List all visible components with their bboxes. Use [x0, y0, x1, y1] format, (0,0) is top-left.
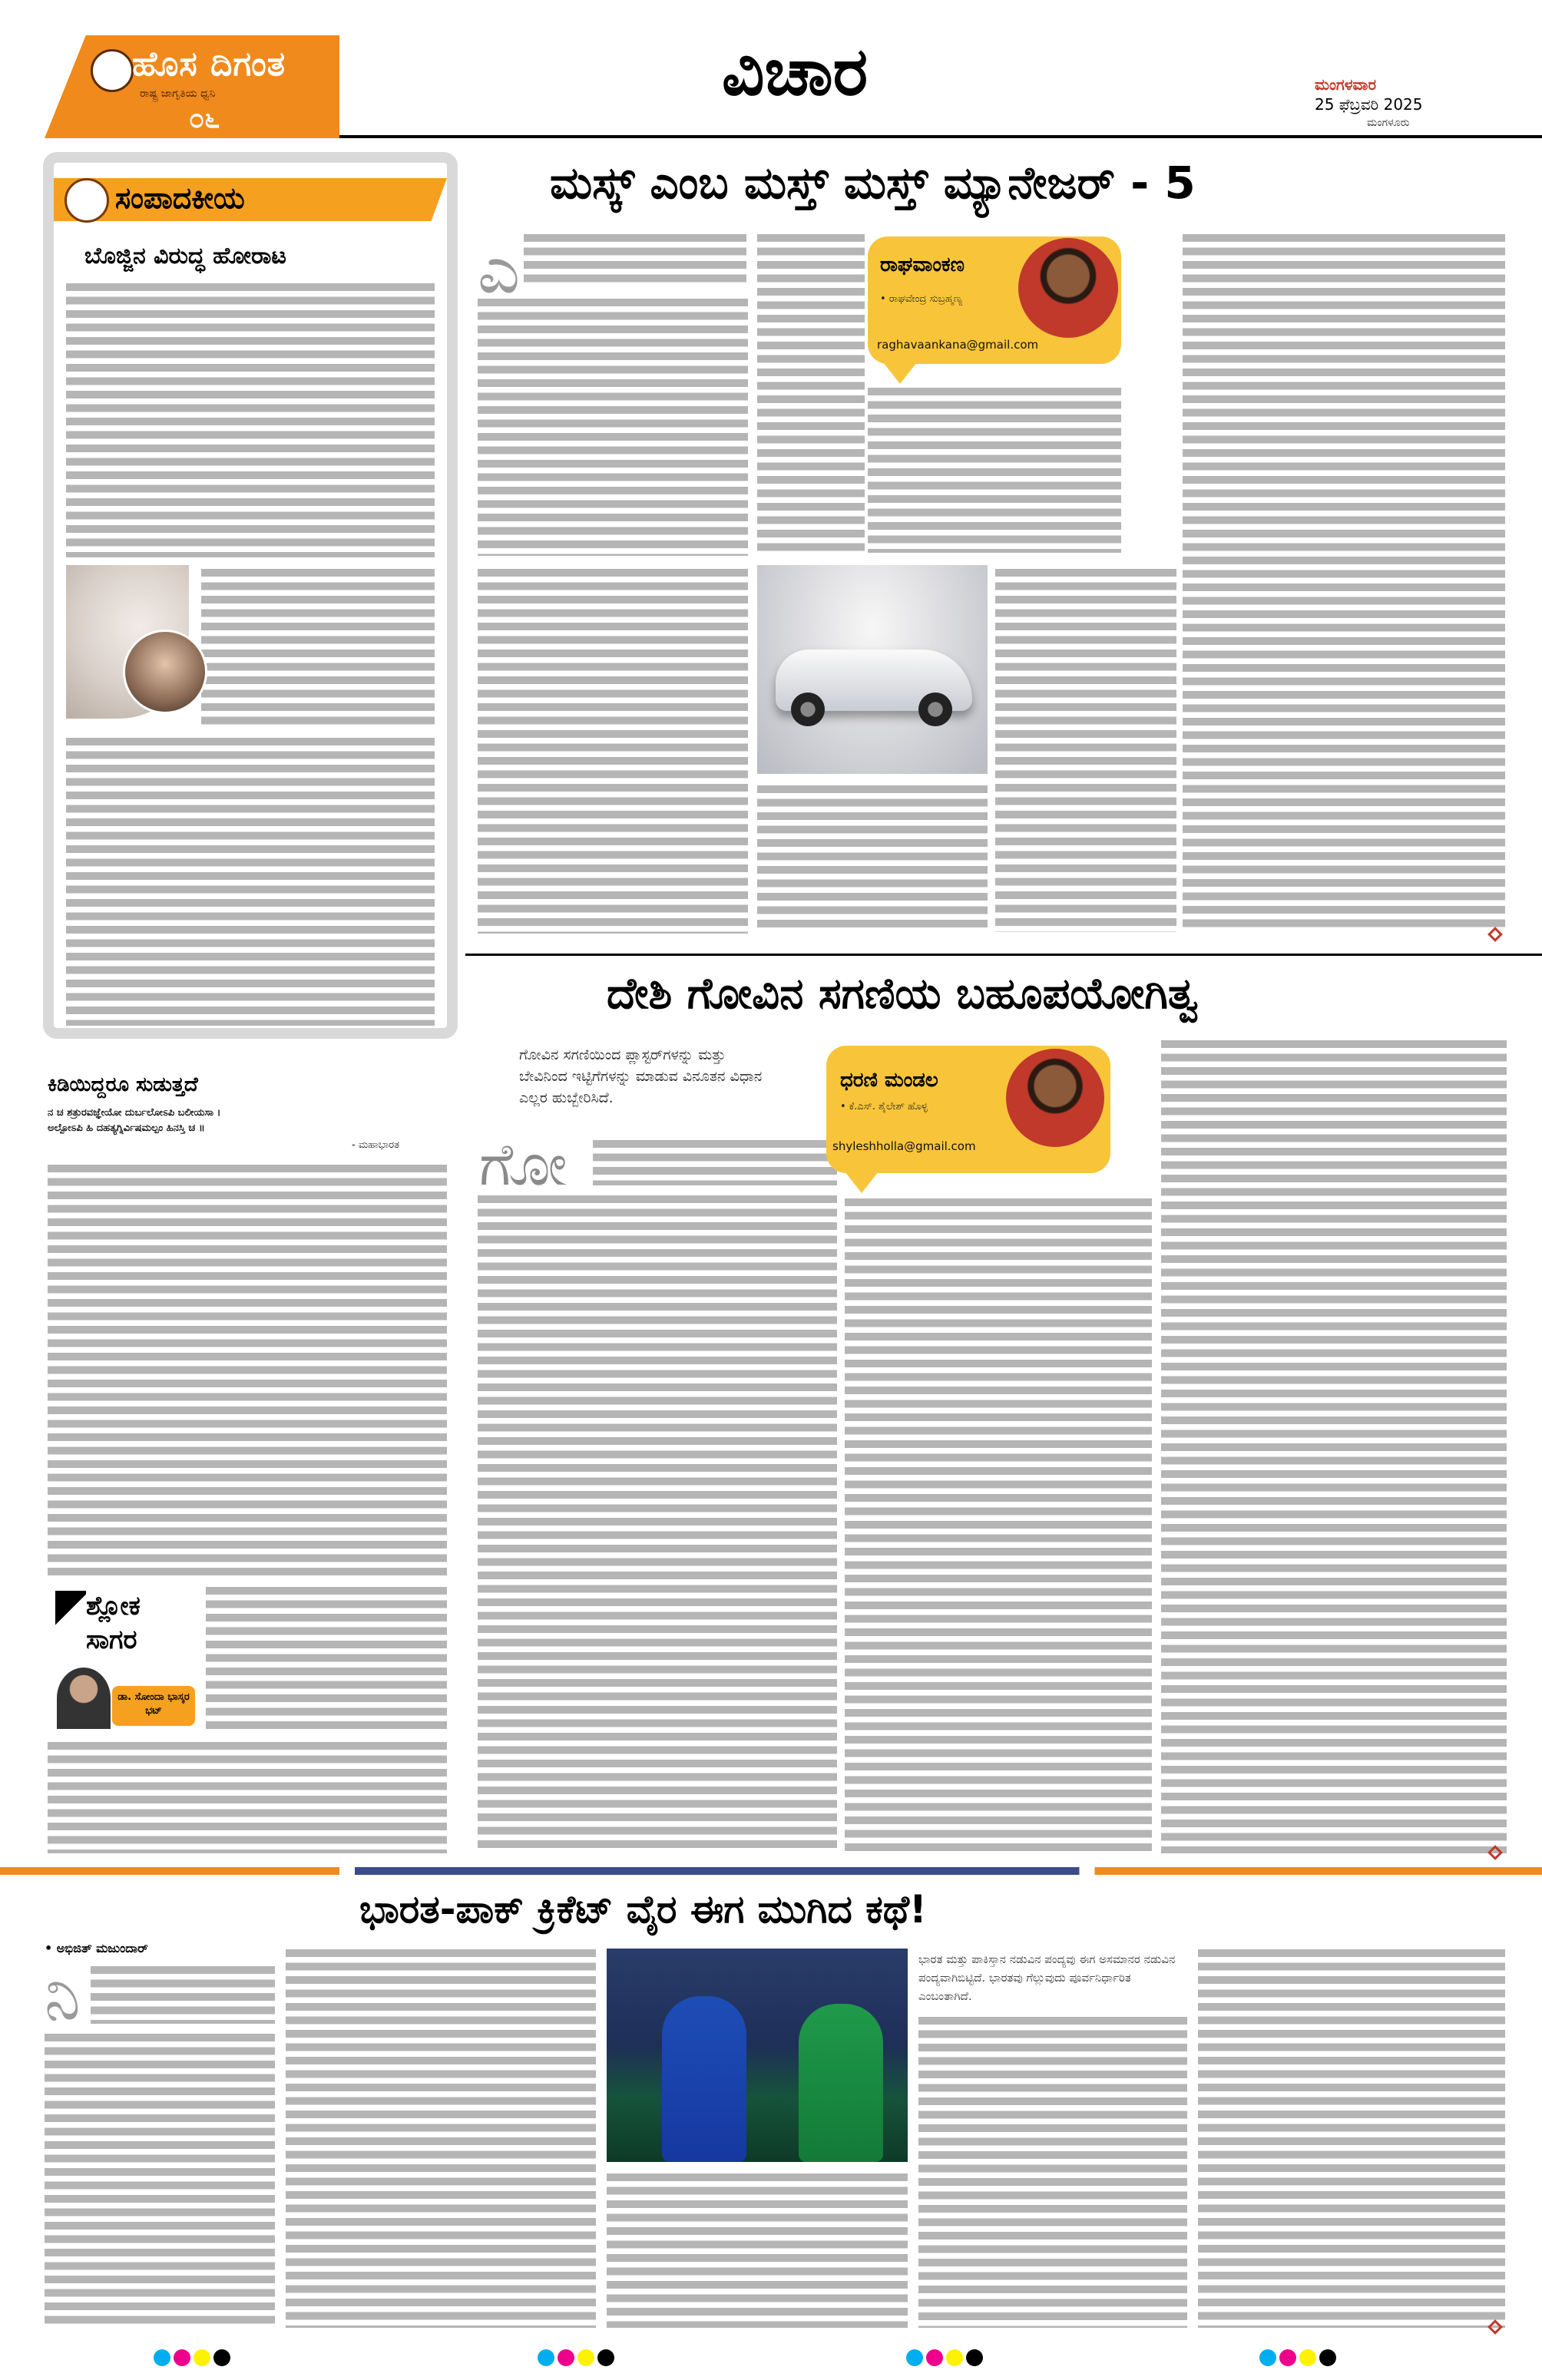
article3-body-col1 — [45, 2030, 275, 2328]
editorial-body-text — [66, 279, 435, 557]
article1-body-col2c — [868, 384, 1121, 553]
editorial-emblem-icon — [65, 178, 109, 223]
pakistan-player-figure — [799, 2004, 883, 2162]
page-number: ೦೬ — [189, 103, 220, 134]
article1-body-col4 — [1183, 230, 1505, 931]
article3-body-col4 — [918, 2013, 1187, 2328]
masthead — [0, 0, 1542, 137]
article1-body-col2b — [757, 782, 988, 932]
article1-headline[interactable]: ಮಸ್ಕ್ ಎಂಬ ಮಸ್ತ್ ಮಸ್ತ್ ಮ್ಯಾನೇಜರ್ - 5 — [550, 157, 1196, 209]
india-player-figure — [662, 1996, 746, 2162]
article1-author: • ರಾಘವೇಂದ್ರ ಸುಬ್ರಹ್ಮಣ್ಯ — [880, 293, 962, 305]
sloka-sagara-title — [86, 1589, 141, 1657]
masthead-rule — [339, 135, 1542, 138]
article3-headline[interactable]: ಭಾರತ-ಪಾಕ್ ಕ್ರಿಕೆಟ್ ವೈರ ಈಗ ಮುಗಿದ ಕಥೆ! — [359, 1887, 927, 1932]
article1-author-photo — [1018, 238, 1118, 338]
section-divider — [465, 954, 1542, 956]
edition-city: ಮಂಗಳೂರು — [1367, 117, 1410, 129]
article2-body-col3 — [1161, 1036, 1507, 1853]
print-registration-marks — [1259, 2349, 1339, 2369]
verse-line: ನ ಚ ಶತ್ರುರವಜ್ಞೇಯೋ ದುರ್ಬಲೋಽಪಿ ಬಲೀಯಸಾ । — [48, 1107, 221, 1119]
verse-line: ಅಲ್ಪೋಽಪಿ ಹಿ ದಹತ್ಯಗ್ನಿರ್ವಿಷಮಲ್ಪಂ ಹಿನಸ್ತಿ ಚ ॥ — [48, 1122, 205, 1134]
sloka-title-line: ಶ್ಲೋಕ — [86, 1591, 141, 1621]
article1-column-name: ರಾಘವಾಂಕಣ — [880, 253, 965, 276]
article2-author: • ಕೆ.ಎಸ್. ಶೈಲೇಶ್ ಹೊಳ್ಳ — [840, 1101, 928, 1112]
article2-email[interactable]: shyleshholla@gmail.com — [832, 1139, 976, 1153]
car-wheel-icon — [791, 693, 825, 726]
article2-body-col2 — [845, 1195, 1152, 1853]
paper-name[interactable]: ಹೊಸ ದಿಗಂತ — [132, 45, 286, 84]
author-bubble-tail — [883, 362, 917, 384]
section-title: ವಿಚಾರ — [722, 34, 869, 111]
editorial-inset-photo — [123, 630, 207, 714]
article2-dropcap: ಗೋ — [479, 1130, 567, 1198]
left-article-body — [48, 1738, 447, 1853]
article3-body-col3 — [607, 2170, 908, 2328]
article3-body-col1 — [91, 1962, 275, 2024]
left-article-body — [206, 1583, 447, 1734]
color-band-divider — [0, 1867, 1542, 1875]
article2-body-col1 — [593, 1136, 837, 1185]
car-wheel-icon — [918, 693, 952, 726]
article3-body-col2 — [286, 1945, 596, 2328]
article3-pullquote: ಭಾರತ ಮತ್ತು ಪಾಕಿಸ್ತಾನ ನಡುವಿನ ಪಂದ್ಯವು ಈಗ ಅಸಮಾನರ ನಡುವಿನ ಪಂದ್ಯವಾಗಿಬಿಟ್ಟಿದೆ. ಭಾರತವು ಗೆಲ್ಲುವುದು ಪೂರ್ವನಿರ್ಧಾರಿತ ಎಂಬಂತಾಗಿದೆ. — [918, 1952, 1176, 2003]
editorial-headline[interactable]: ಬೊಜ್ಜಿನ ವಿರುದ್ಧ ಹೋರಾಟ — [84, 243, 286, 269]
article2-pullquote: ಗೋವಿನ ಸಗಣಿಯಿಂದ ಪ್ಲಾಸ್ಟರ್‌ಗಳನ್ನು ಮತ್ತು ಬೇವಿನಿಂದ ಇಟ್ಟಿಗೆಗಳನ್ನು ಮಾಡುವ ವಿನೂತನ ವಿಧಾನ ಎಲ್ಲರ ಹುಬ್ಬೇರಿಸಿದೆ. — [519, 1046, 763, 1106]
issue-date: 25 ಫೆಬ್ರವರಿ 2025 — [1315, 95, 1423, 114]
article1-body-col1 — [524, 230, 746, 284]
verse-source: - ಮಹಾಭಾರತ — [352, 1139, 400, 1151]
editorial-label-bar — [54, 178, 447, 221]
sanskrit-verse — [48, 1106, 447, 1136]
sagara-title-line: ಸಾಗರ — [86, 1625, 137, 1655]
article1-body-col3 — [995, 565, 1176, 932]
article2-column-name: ಧರಣಿ ಮಂಡಲ — [840, 1069, 938, 1092]
columnist-photo — [57, 1668, 111, 1729]
left-article-headline[interactable]: ಕಿಡಿಯಿದ್ದರೂ ಸುಡುತ್ತದೆ — [48, 1073, 198, 1096]
article2-headline[interactable]: ದೇಶಿ ಗೋವಿನ ಸಗಣಿಯ ಬಹೂಪಯೋಗಿತ್ವ — [607, 969, 1199, 1019]
author-bubble-tail — [845, 1172, 879, 1193]
print-registration-marks — [154, 2349, 233, 2369]
article1-email[interactable]: raghavaankana@gmail.com — [877, 338, 1039, 352]
left-article-body — [48, 1161, 447, 1575]
print-registration-marks — [906, 2349, 986, 2369]
article2-author-photo — [1006, 1049, 1104, 1147]
article3-body-col5 — [1198, 1945, 1505, 2328]
editorial-body-text — [66, 734, 435, 1026]
article2-body-col1 — [478, 1192, 837, 1853]
editorial-label: ಸಂಪಾದಕೀಯ — [115, 181, 245, 215]
article1-body-col1b — [478, 565, 748, 934]
paper-tagline: ರಾಷ್ಟ್ರ ಜಾಗೃತಿಯ ಧ್ವನಿ — [140, 88, 216, 100]
article1-dropcap: ಎ — [478, 232, 521, 309]
columnist-name: ಡಾ. ಸೋಂದಾ ಭಾಸ್ಕರ ಭಟ್ — [112, 1686, 195, 1726]
article3-dropcap: ನಿ — [45, 1959, 81, 2035]
article3-byline: • ಅಭಿಜಿತ್ ಮಜುಂದಾರ್ — [45, 1941, 148, 1955]
article1-body-col2-top — [757, 230, 865, 553]
article1-body-col1 — [478, 295, 748, 556]
editorial-body-text — [201, 565, 435, 728]
issue-day: ಮಂಗಳವಾರ — [1315, 75, 1377, 94]
print-registration-marks — [538, 2349, 617, 2369]
paper-emblem-icon — [91, 49, 134, 92]
